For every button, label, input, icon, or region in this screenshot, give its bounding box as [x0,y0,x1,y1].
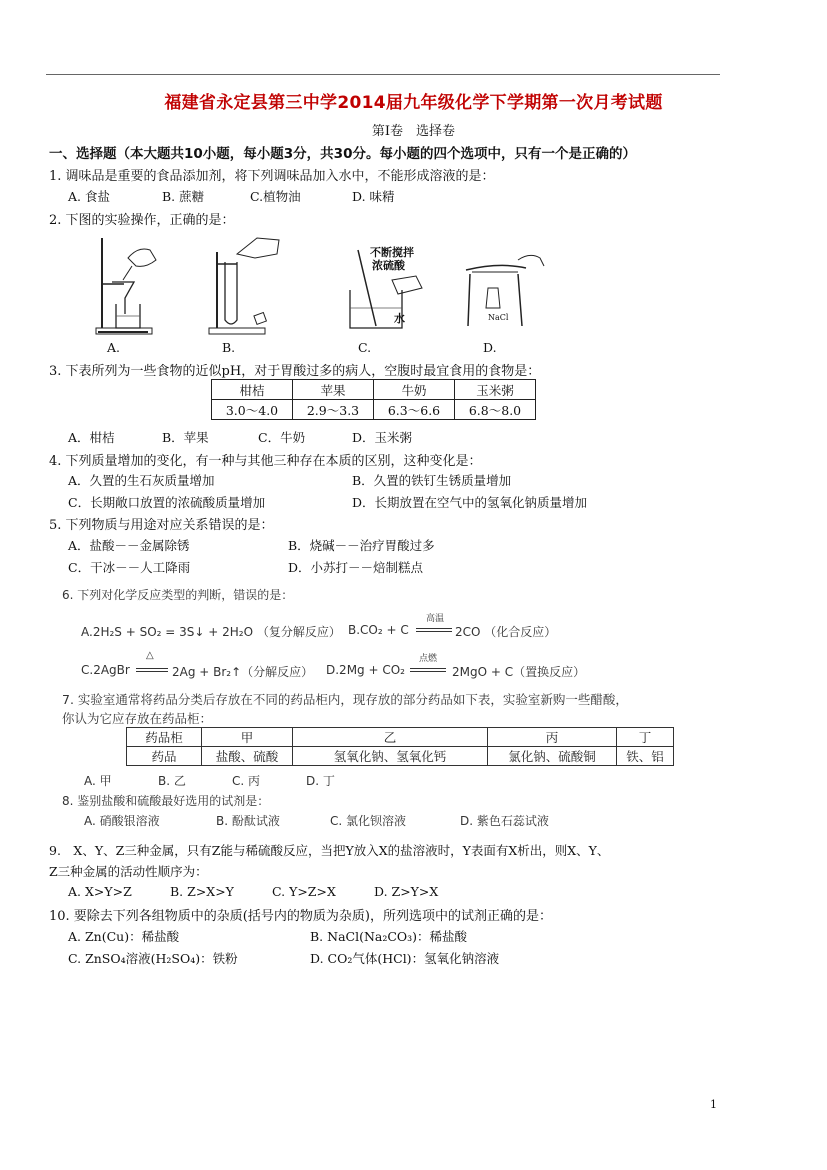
ph-table-cell: 2.9～3.3 [293,400,374,420]
cabinet-table-header: 药品柜 [127,728,202,747]
q9-option-c: C. Y>Z>X [272,884,336,899]
q6-option-b-left: B.CO₂ + C [348,623,409,637]
q6-option-d-left: D.2Mg + CO₂ [326,663,405,677]
q3-option-c: C．牛奶 [258,430,306,445]
page-number: 1 [710,1098,717,1111]
q7-option-b: B. 乙 [158,774,186,788]
ph-table [211,379,536,420]
equation-sign [410,668,446,672]
part-subtitle: 第Ⅰ卷 选择卷 [371,124,456,139]
q5-option-c: C．干冰－－人工降雨 [68,560,191,575]
q6-option-c-right: 2Ag + Br₂↑（分解反应） [172,665,314,679]
q5-option-d: D．小苏打－－焙制糕点 [288,560,424,575]
q3-stem: 3. 下表所列为一些食物的近似pH，对于胃酸过多的病人，空腹时最宜食用的食物是： [49,364,541,379]
q6-stem: 6. 下列对化学反应类型的判断，错误的是： [62,588,294,602]
fig-d-label: NaCl [488,313,509,322]
q1-option-d: D. 味精 [352,189,395,204]
q4-option-d: D．长期放置在空气中的氢氧化钠质量增加 [352,495,588,510]
ph-table-cell: 3.0～4.0 [212,400,293,420]
q8-option-b: B. 酚酞试液 [216,814,280,828]
fig-c-text-3: 水 [394,312,405,325]
fig-c-text-1: 不断搅拌 [370,246,414,259]
q4-option-c: C．长期敞口放置的浓硫酸质量增加 [68,495,266,510]
q7-option-d: D. 丁 [306,774,335,788]
section-heading: 一、选择题（本大题共10小题，每小题3分，共30分。每小题的四个选项中，只有一个是正确的） [49,146,636,162]
ph-table-header: 苹果 [293,380,374,400]
q10-option-a: A. Zn(Cu)：稀盐酸 [68,929,180,944]
q9-option-b: B. Z>X>Y [170,884,234,899]
ph-table-header: 牛奶 [374,380,455,400]
ph-table-header: 柑桔 [212,380,293,400]
q3-option-d: D．玉米粥 [352,430,413,445]
q4-option-b: B．久置的铁钉生锈质量增加 [352,473,512,488]
equation-sign [416,628,452,632]
q9-stem-line2: Z三种金属的活动性顺序为： [49,864,208,879]
q8-option-a: A. 硝酸银溶液 [84,814,160,828]
cabinet-table-header: 乙 [293,728,488,747]
q5-option-a: A．盐酸－－金属除锈 [68,538,190,553]
q7-option-a: A. 甲 [84,774,112,788]
cabinet-table-cell: 铁、铝 [617,747,674,766]
q2-label-d: D. [483,340,497,355]
cabinet-table-header: 丙 [488,728,617,747]
equation-sign [136,668,168,672]
q3-option-b: B．苹果 [162,430,209,445]
q2-label-b: B. [222,340,236,355]
cabinet-table-cell: 氢氧化钠、氢氧化钙 [293,747,488,766]
header-rule [46,74,720,75]
q8-stem: 8. 鉴别盐酸和硫酸最好选用的试剂是： [62,794,270,808]
q10-option-c: C. ZnSO₄溶液(H₂SO₄)：铁粉 [68,951,238,966]
q7-option-c: C. 丙 [232,774,261,788]
q4-option-a: A．久置的生石灰质量增加 [68,473,215,488]
q7-stem-line2: 你认为它应存放在药品柜： [62,711,213,726]
q6-option-c-left: C.2AgBr [81,663,130,677]
ph-table-header: 玉米粥 [455,380,536,400]
q4-stem: 4. 下列质量增加的变化，有一种与其他三种存在本质的区别，这种变化是： [49,454,482,469]
figure-b-test-tube [205,228,285,338]
q10-option-b: B. NaCl(Na₂CO₃)：稀盐酸 [310,929,468,944]
q8-option-c: C. 氯化钡溶液 [330,814,407,828]
q9-option-a: A. X>Y>Z [68,884,132,899]
q6-option-d-right: 2MgO + C（置换反应） [452,665,586,679]
cabinet-table-header: 丁 [617,728,674,747]
reagent-cabinet-table [126,727,674,766]
q2-stem: 2. 下图的实验操作，正确的是： [49,213,235,228]
q6-option-b-condition: 高温 [426,614,445,624]
q1-option-a: A. 食盐 [68,189,110,204]
q9-stem-line1: 9. X、Y、Z三种金属，只有Z能与稀硫酸反应，当把Y放入X的盐溶液时，Y表面有X析出，则X、Y、 [49,843,610,858]
q6-option-b-right: 2CO （化合反应） [455,625,557,639]
fig-c-text-2: 浓硫酸 [372,259,405,272]
q2-label-c: C. [358,340,372,355]
q7-stem-line1: 7. 实验室通常将药品分类后存放在不同的药品柜内，现存放的部分药品如下表，实验室新购一些醋酸， [62,692,628,707]
q6-option-d-condition: 点燃 [419,654,438,664]
cabinet-table-cell: 药品 [127,747,202,766]
q1-option-c: C.植物油 [250,189,301,204]
q10-stem: 10. 要除去下列各组物质中的杂质(括号内的物质为杂质)，所列选项中的试剂正确的是： [49,909,552,924]
cabinet-table-cell: 氯化钠、硫酸铜 [488,747,617,766]
q1-stem: 1. 调味品是重要的食品添加剂，将下列调味品加入水中，不能形成溶液的是： [49,169,495,184]
exam-title: 福建省永定县第三中学2014届九年级化学下学期第一次月考试题 [164,93,663,113]
q9-option-d: D. Z>Y>X [374,884,439,899]
q6-option-a: A.2H₂S + SO₂ = 3S↓ + 2H₂O （复分解反应） [81,625,341,639]
ph-table-cell: 6.8～8.0 [455,400,536,420]
ph-table-cell: 6.3～6.6 [374,400,455,420]
q6-option-c-condition: △ [146,650,154,661]
cabinet-table-cell: 盐酸、硫酸 [202,747,293,766]
q1-option-b: B. 蔗糖 [162,189,205,204]
q2-label-a: A. [107,340,121,355]
q5-option-b: B．烧碱－－治疗胃酸过多 [288,538,435,553]
cabinet-table-header: 甲 [202,728,293,747]
q3-option-a: A．柑桔 [68,430,115,445]
q8-option-d: D. 紫色石蕊试液 [460,814,549,828]
q10-option-d: D. CO₂气体(HCl)：氢氧化钠溶液 [310,951,500,966]
q5-stem: 5. 下列物质与用途对应关系错误的是： [49,518,274,533]
figure-a-filtration [88,232,168,338]
